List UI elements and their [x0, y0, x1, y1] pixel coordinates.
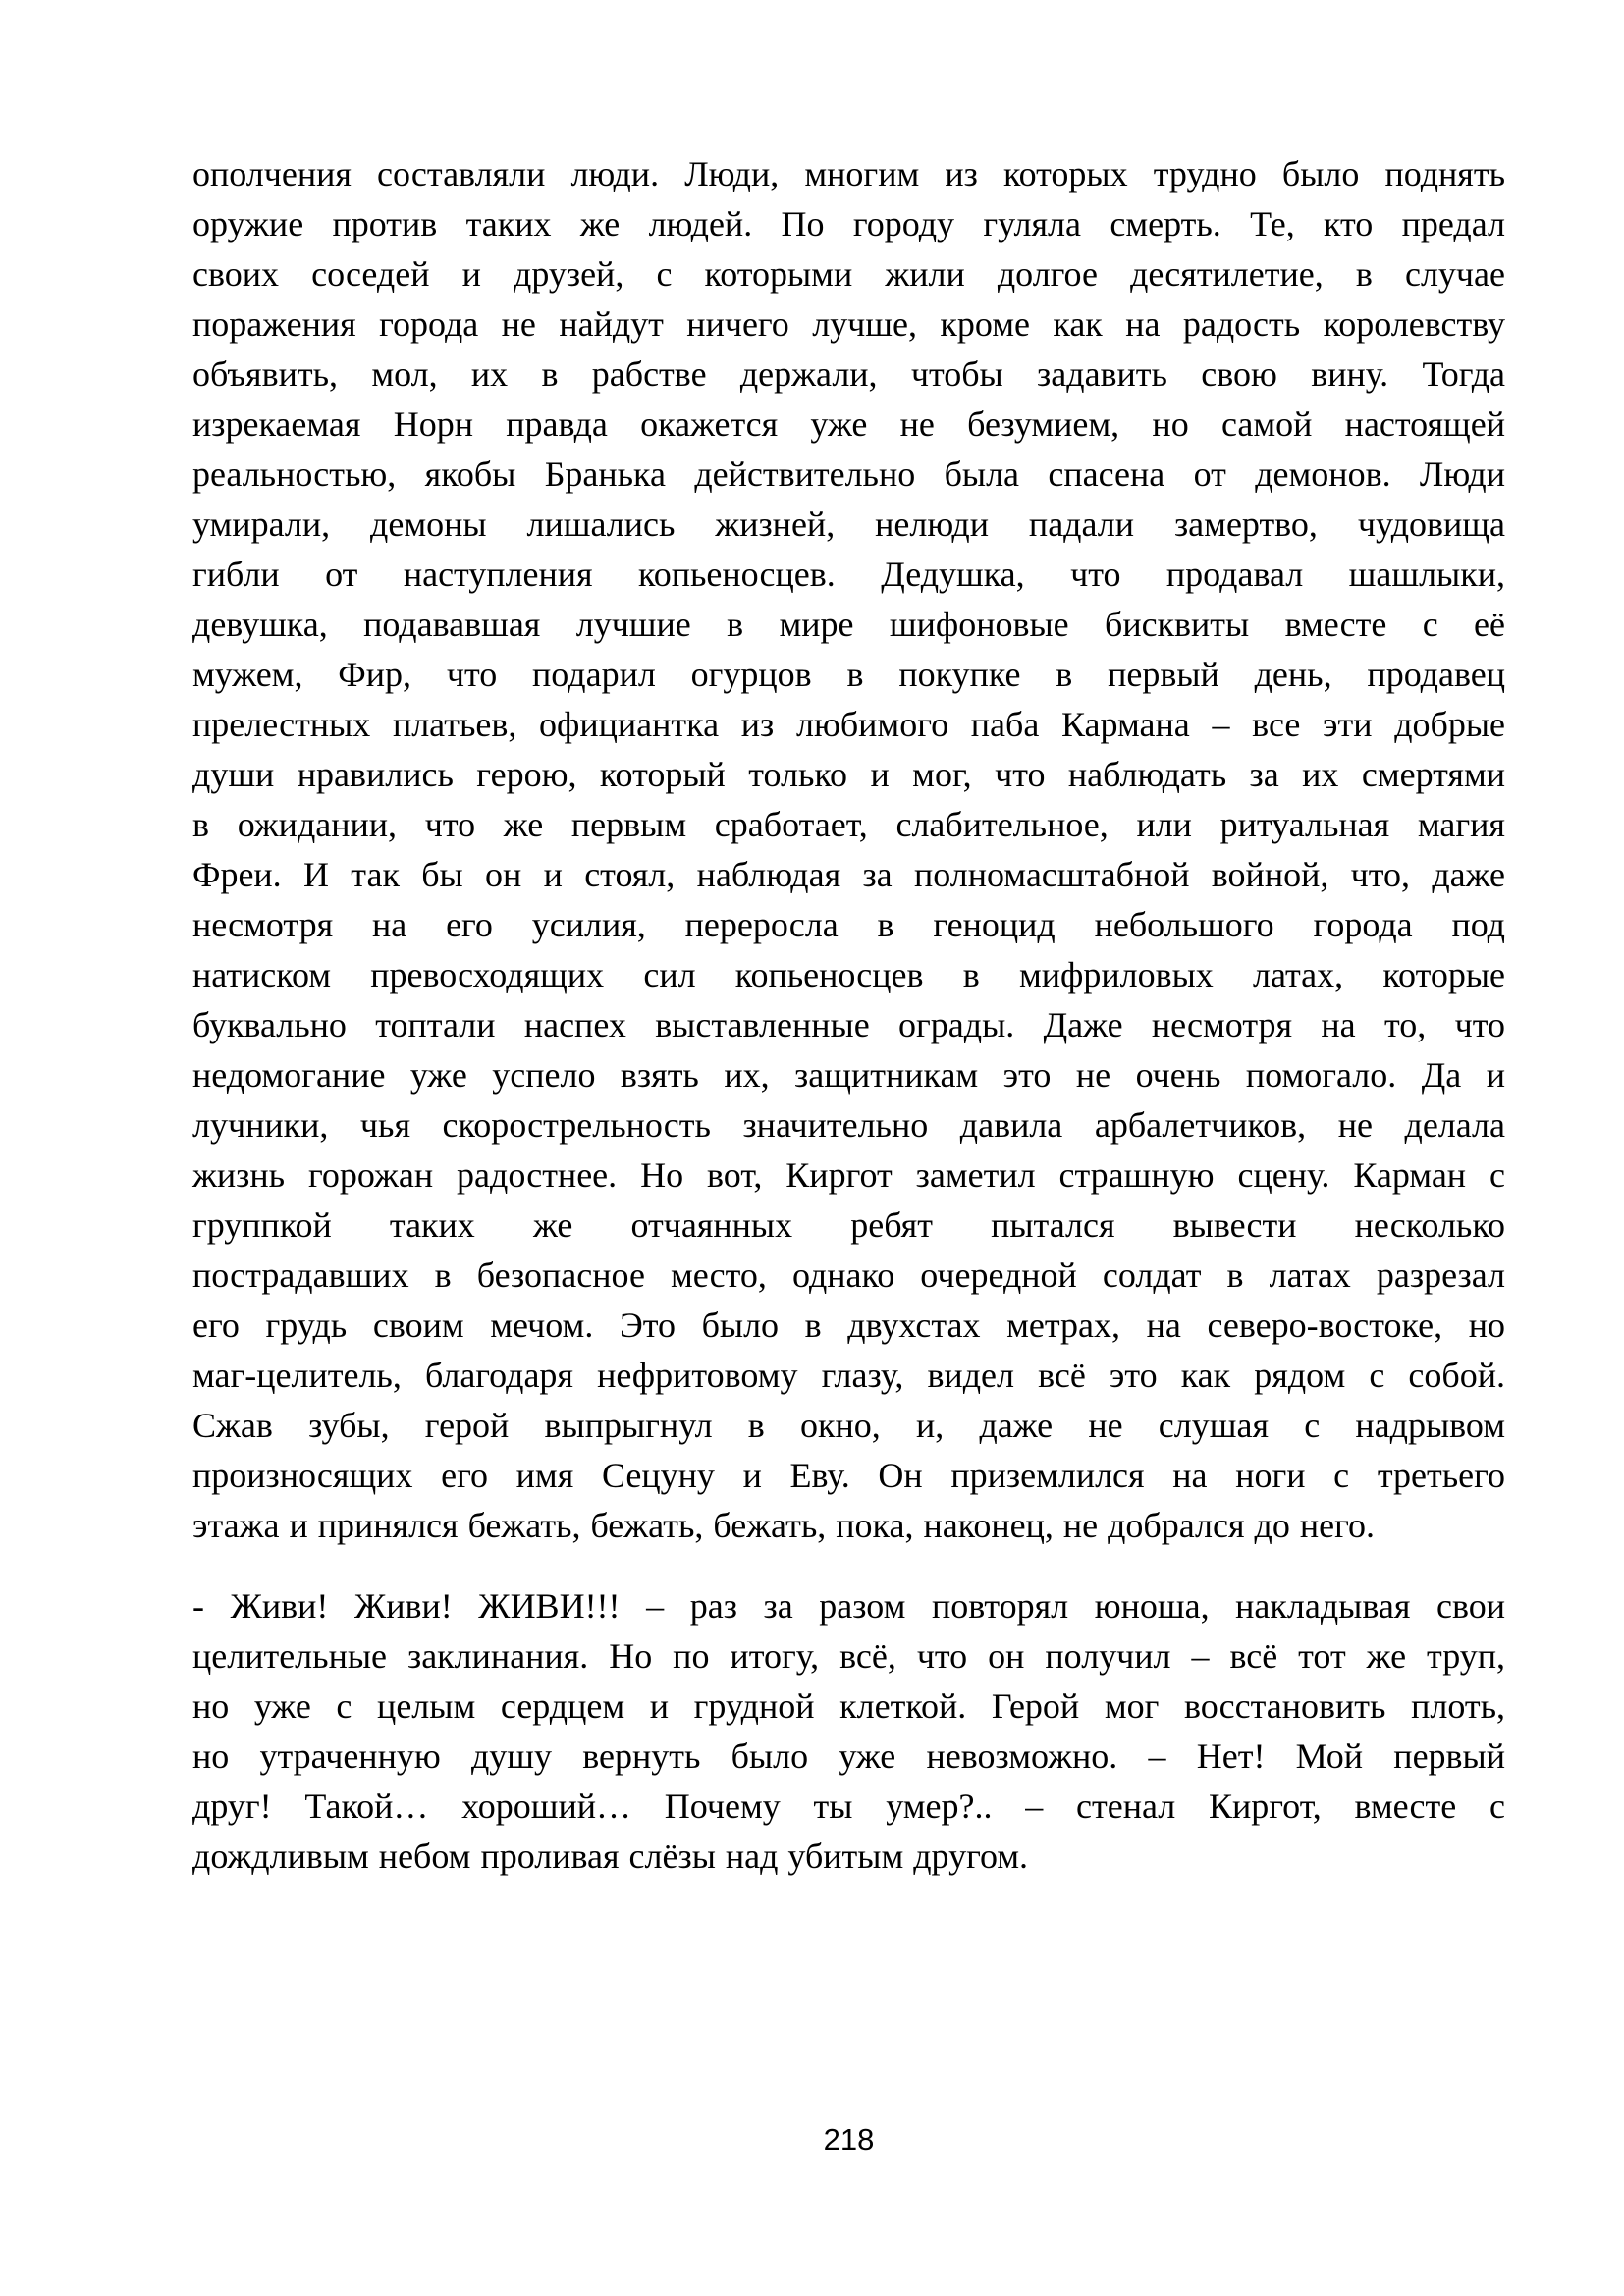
text-line: Фреи. И так бы он и стоял, наблюдая за полномасштабной войной, что, даже — [192, 855, 1505, 894]
paragraph-narrative — [192, 149, 1505, 1551]
text-line: объявить, мол, их в рабстве держали, чтобы задавить свою вину. Тогда — [192, 354, 1505, 394]
text-line: прелестных платьев, официантка из любимого паба Кармана – все эти добрые — [192, 705, 1505, 744]
text-line: произносящих его имя Сецуну и Еву. Он приземлился на ноги с третьего — [192, 1456, 1505, 1495]
text-line: друг! Такой… хороший… Почему ты умер?.. – стенал Киргот, вместе с — [192, 1787, 1505, 1826]
text-line: умирали, демоны лишались жизней, нелюди падали замертво, чудовища — [192, 505, 1505, 544]
text-line: своих соседей и друзей, с которыми жили долгое десятилетие, в случае — [192, 254, 1505, 294]
text-line: реальностью, якобы Бранька действительно была спасена от демонов. Люди — [192, 454, 1505, 494]
text-line: жизнь горожан радостнее. Но вот, Киргот заметил страшную сцену. Карман с — [192, 1155, 1505, 1195]
text-line: в ожидании, что же первым сработает, слабительное, или ритуальная магия — [192, 805, 1505, 844]
text-line: дождливым небом проливая слёзы над убитым другом. — [192, 1837, 1029, 1876]
text-line: но уже с целым сердцем и грудной клеткой. Герой мог восстановить плоть, — [192, 1686, 1505, 1726]
page-number: 218 — [823, 2122, 875, 2157]
text-line: лучники, чья скорострельность значительно давила арбалетчиков, не делала — [192, 1105, 1505, 1145]
text-line: мужем, Фир, что подарил огурцов в покупке в первый день, продавец — [192, 655, 1505, 694]
text-line: поражения города не найдут ничего лучше, кроме как на радость королевству — [192, 304, 1505, 344]
text-line: буквально топтали наспех выставленные ограды. Даже несмотря на то, что — [192, 1005, 1505, 1044]
text-line: пострадавших в безопасное место, однако очередной солдат в латах разрезал — [192, 1255, 1505, 1295]
text-line: девушка, подававшая лучшие в мире шифоновые бисквиты вместе с её — [192, 605, 1505, 644]
text-line: его грудь своим мечом. Это было в двухстах метрах, на северо-востоке, но — [192, 1306, 1505, 1345]
text-line: ополчения составляли люди. Люди, многим из которых трудно было поднять — [192, 154, 1505, 193]
text-line: Сжав зубы, герой выпрыгнул в окно, и, даже не слушая с надрывом — [192, 1406, 1505, 1445]
page-body — [192, 149, 1505, 1882]
text-line: гибли от наступления копьеносцев. Дедушка, что продавал шашлыки, — [192, 555, 1505, 594]
text-line: группкой таких же отчаянных ребят пытался вывести несколько — [192, 1205, 1505, 1245]
text-line: изрекаемая Норн правда окажется уже не безумием, но самой настоящей — [192, 404, 1505, 444]
text-line: маг-целитель, благодаря нефритовому глазу, видел всё это как рядом с собой. — [192, 1356, 1505, 1395]
text-line: недомогание уже успело взять их, защитникам это не очень помогало. Да и — [192, 1055, 1505, 1095]
text-line: этажа и принялся бежать, бежать, бежать, пока, наконец, не добрался до него. — [192, 1506, 1375, 1545]
text-line: но утраченную душу вернуть было уже невозможно. – Нет! Мой первый — [192, 1736, 1505, 1776]
text-line: целительные заклинания. Но по итогу, всё, что он получил – всё тот же труп, — [192, 1636, 1505, 1676]
paragraph-dialogue — [192, 1581, 1505, 1882]
text-line: души нравились герою, который только и мог, что наблюдать за их смертями — [192, 755, 1505, 794]
text-line: оружие против таких же людей. По городу гуляла смерть. Те, кто предал — [192, 204, 1505, 243]
text-line: несмотря на его усилия, переросла в геноцид небольшого города под — [192, 905, 1505, 944]
text-line: натиском превосходящих сил копьеносцев в мифриловых латах, которые — [192, 955, 1505, 994]
text-line: - Живи! Живи! ЖИВИ!!! – раз за разом повторял юноша, накладывая свои — [192, 1586, 1505, 1626]
